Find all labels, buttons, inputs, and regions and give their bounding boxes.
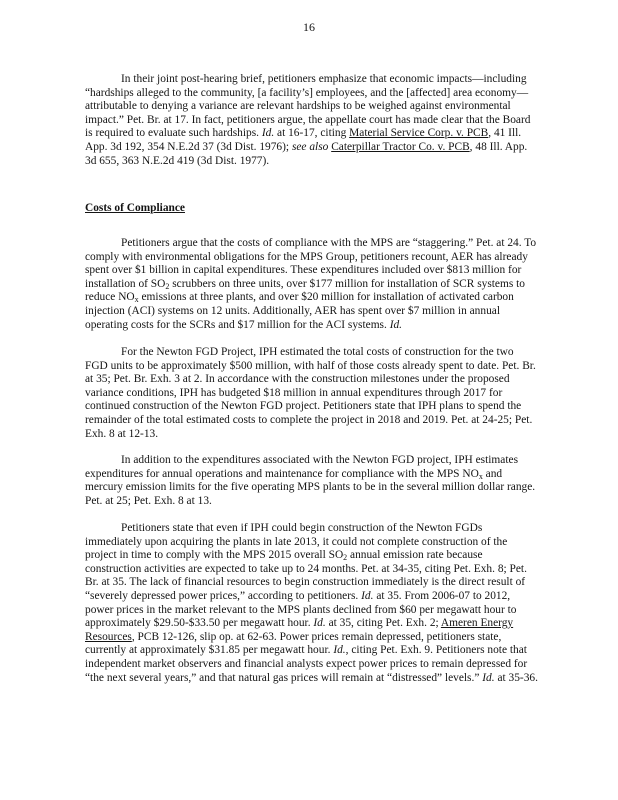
text: at 16-17, citing — [274, 127, 350, 140]
text: emissions at three plants, and over $20 million for installation of activated carbon injection (ACI) systems on 12 units. Additionally, AER has spent over $7 million in annual operating costs for the SCRs and $17 million for the ACI systems. — [85, 291, 514, 331]
text: , citing Pet. Exh. 9. Petitioners note that independent market observers and financial analysts expect power prices to remain depressed for “the next several years,” and that natural gas prices will remain at “distressed” levels.” — [85, 644, 528, 684]
section-heading: Costs of Compliance — [85, 202, 185, 214]
page-number: 16 — [303, 20, 315, 34]
text: In addition to the expenditures associated with the Newton FGD project, IPH estimates expenditures for annual operations and maintenance for compliance with the MPS NO — [85, 454, 519, 480]
paragraph-operations-maintenance — [85, 454, 538, 508]
case-name: Caterpillar Tractor Co. v. PCB — [331, 140, 470, 153]
text: In their joint post-hearing brief, petitioners emphasize that economic impacts—including “hardships alleged to the community, [a facility’s] employees, and the [affected] area economy—attributable to denying a variance are relevant hardships to be weighed against environmental impact.” Pet. Br. at 17. In fact, petitioners argue, the appellate court has made clear that the Board is required to evaluate such hardships. — [85, 73, 531, 140]
paragraph-economic-impacts — [85, 73, 538, 168]
text: , 41 Ill. App. 3d 192, 354 N.E.2d 37 (3d Dist. 1976); — [85, 127, 522, 153]
text: scrubbers on three units, over $177 million for installation of SCR systems to reduce NO — [85, 277, 525, 304]
citation-id: Id. — [482, 671, 495, 684]
text: at 35. From 2006-07 to 2012, power prices in the market relevant to the MPS plants declined from $60 per megawatt hour to approximately $29.50-$33.50 per megawatt hour. — [85, 589, 517, 630]
text: For the Newton FGD Project, IPH estimated the total costs of construction for the two FGD units to be approximately $500 million, with half of those costs already spent to date. Pet. Br. at 35; Pet. Br. Exh. 3 at 2. In accordance with the construction milestones under the proposed variance conditions, IPH has budgeted $18 million in annual expenditures through 2017 for continued construction of the Newton FGD project. Petitioners state that IPH plans to spend the remainder of the total estimated costs to complete the project in 2018 and 2019. Pet. at 24-25; Pet. Exh. 8 at 12-13. — [85, 346, 536, 440]
paragraph-staggering-costs — [85, 237, 538, 332]
citation-id: Id. — [313, 617, 326, 630]
citation-id: Id. — [333, 644, 346, 657]
citation-id: Id. — [361, 589, 374, 602]
text: , PCB 12-126, slip op. at 62-63. Power prices remain depressed, petitioners state, currently at approximately $31.85 per megawatt hour. — [85, 630, 502, 657]
text: annual emission rate because construction activities are expected to take up to 24 months. Pet. at 34-35, citing Pet. Exh. 8; Pet. Br. at 35. The lack of financial resources to begin construction immediately is the direct result of “severely depressed power prices,” according to petitioners. — [85, 549, 527, 602]
subscript: x — [478, 471, 483, 481]
subscript: 2 — [165, 281, 170, 291]
subscript: 2 — [343, 553, 348, 563]
signal-see-also: see also — [291, 140, 329, 153]
subscript: x — [134, 295, 139, 305]
text: and mercury emission limits for the five operating MPS plants to be in the several million dollar range. Pet. at 25; Pet. Exh. 8 at 13. — [85, 467, 536, 507]
text: , 48 Ill. App. 3d 655, 363 N.E.2d 419 (3d Dist. 1977). — [85, 140, 528, 167]
text: Petitioners argue that the costs of compliance with the MPS are “staggering.” Pet. at 24. To comply with environmental obligations for the MPS Group, petitioners recount, AER has already spent over $1 billion in capital expenditures. These expenditures included over $813 million for installation of SO — [85, 237, 537, 290]
text: Petitioners state that even if IPH could begin construction of the Newton FGDs immediately upon acquiring the plants in late 2013, it could not complete construction of the project in time to comply with the MPS 2015 overall SO — [85, 522, 508, 562]
paragraph-newton-fgd-costs — [85, 346, 538, 441]
case-name: Material Service Corp. v. PCB — [349, 127, 489, 140]
citation-id: Id. — [389, 318, 403, 331]
citation-id: Id. — [261, 127, 275, 140]
text: at 35-36. — [494, 671, 538, 684]
case-name: Ameren Energy Resources — [85, 617, 514, 643]
text: at 35, citing Pet. Exh. 2; — [325, 617, 441, 630]
paragraph-power-prices — [85, 522, 538, 685]
